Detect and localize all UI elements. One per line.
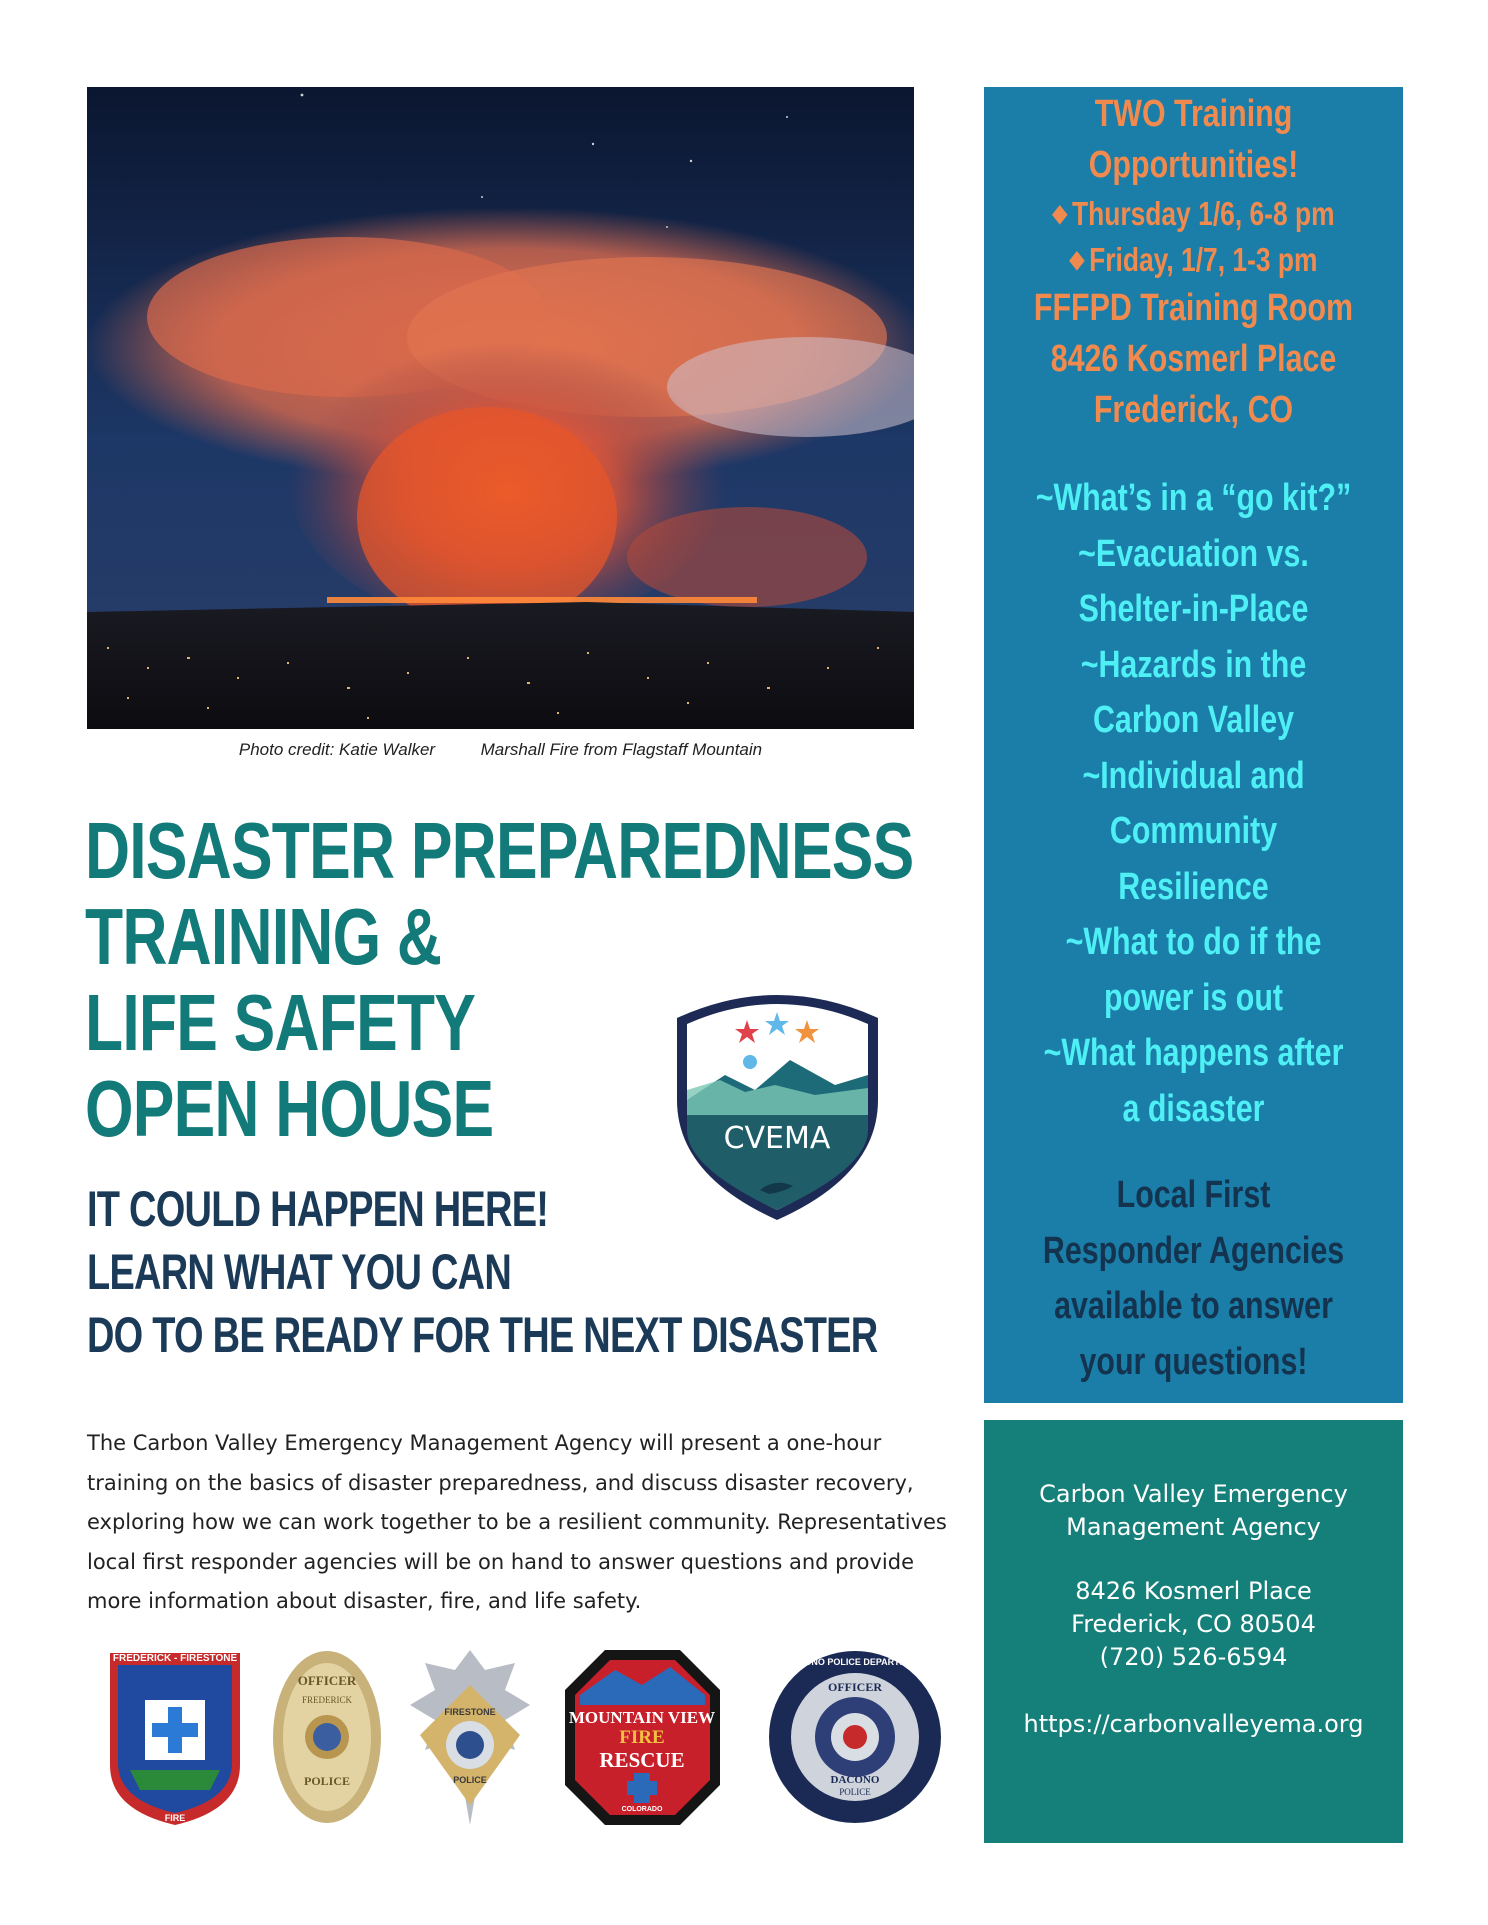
dacono-badge-city: DACONO <box>830 1774 880 1786</box>
frederick-firestone-fire-badge <box>100 1645 250 1830</box>
topic-line: ~Individual and <box>1082 754 1305 797</box>
frederick-police-badge <box>268 1645 386 1830</box>
phone: (720) 526-6594 <box>1099 1643 1288 1671</box>
topic-line: a disaster <box>1122 1087 1265 1130</box>
mountain-view-fire-rescue-badge <box>560 1645 725 1830</box>
training-info-panel <box>984 87 1403 1403</box>
dacono-badge-officer: OFFICER <box>828 1680 882 1694</box>
session-2 <box>1026 237 1361 283</box>
topic-line: ~Hazards in the <box>1080 643 1307 686</box>
dacono-police-badge <box>765 1645 945 1830</box>
firestone-police-badge <box>405 1645 535 1830</box>
location-2: 8426 Kosmerl Place <box>1050 338 1337 380</box>
photo-credits <box>87 740 914 760</box>
firestone-badge-bottom: POLICE <box>453 1775 487 1785</box>
photo-caption: Marshall Fire from Flagstaff Mountain <box>480 740 763 759</box>
headline-line: LIFE SAFETY <box>85 978 476 1067</box>
headline-line: TRAINING & <box>85 892 442 981</box>
mv-badge-line4: COLORADO <box>621 1806 663 1813</box>
session-1-text: Thursday 1/6, 6-8 pm <box>1071 195 1335 232</box>
fff-badge-top: FREDERICK - FIRESTONE <box>112 1653 238 1664</box>
training-title-1: TWO Training <box>1094 93 1293 135</box>
session-2-text: Friday, 1/7, 1-3 pm <box>1089 241 1318 278</box>
location-3: Frederick, CO <box>1093 389 1294 431</box>
org-name-2: Management Agency <box>1066 1513 1321 1541</box>
frederick-badge-officer: OFFICER <box>297 1673 357 1688</box>
firestone-badge-top: FIRESTONE <box>444 1707 496 1717</box>
subhead-line: LEARN WHAT YOU CAN <box>87 1244 512 1300</box>
dacono-badge-ring: DACONO POLICE DEPARTMENT <box>784 1657 926 1667</box>
mv-badge-line1: MOUNTAIN VIEW <box>568 1708 716 1727</box>
location-1: FFFPD Training Room <box>1033 287 1354 329</box>
cvema-logo <box>665 980 890 1225</box>
org-name-1: Carbon Valley Emergency <box>1039 1480 1348 1508</box>
subhead-line: DO TO BE READY FOR THE NEXT DISASTER <box>87 1307 878 1363</box>
topic-line: Carbon Valley <box>1092 699 1295 741</box>
subhead-line: IT COULD HAPPEN HERE! <box>87 1181 549 1237</box>
diamond-bullet-icon: ◆ <box>1069 246 1085 273</box>
address-2: Frederick, CO 80504 <box>1071 1610 1316 1638</box>
topic-line: Shelter-in-Place <box>1078 588 1309 630</box>
website-link[interactable]: https://carbonvalleyema.org <box>1023 1710 1364 1738</box>
photo-credit: Photo credit: Katie Walker <box>238 740 436 759</box>
topic-line: Community <box>1109 810 1278 852</box>
topic-line: ~What’s in a “go kit?” <box>1035 477 1352 519</box>
topic-line: power is out <box>1103 976 1284 1019</box>
address-1: 8426 Kosmerl Place <box>1075 1577 1312 1605</box>
marshall-fire-photo <box>87 87 914 729</box>
topic-line: Resilience <box>1118 865 1269 908</box>
headline-line: OPEN HOUSE <box>85 1064 494 1153</box>
dacono-badge-police: POLICE <box>839 1787 871 1797</box>
fff-badge-bottom: FIRE <box>164 1813 186 1823</box>
topic-line: ~What to do if the <box>1065 921 1322 963</box>
event-description: The Carbon Valley Emergency Management Agency will present a one-hour training on the basics of disaster preparedness, and discuss disaster recovery, exploring how we can work together to be a resilient community. Representatives local first responder agencies will be on hand to answer questions and provide more information about disaster, fire, and life safety. <box>87 1431 947 1613</box>
session-1 <box>1026 191 1361 237</box>
training-title-2: Opportunities! <box>1088 144 1299 186</box>
responders-line: Local First <box>1116 1174 1271 1216</box>
contact-panel <box>984 1420 1403 1843</box>
responders-line: your questions! <box>1079 1340 1308 1383</box>
responders-line: Responder Agencies <box>1042 1229 1345 1272</box>
agency-badges <box>100 1645 960 1830</box>
mv-badge-line3: RESCUE <box>599 1748 685 1772</box>
frederick-badge-police: POLICE <box>303 1774 351 1788</box>
responders-line: available to answer <box>1054 1285 1333 1327</box>
frederick-badge-city: FREDERICK <box>301 1695 353 1705</box>
cvema-logo-text: CVEMA <box>723 1121 831 1156</box>
mv-badge-line2: FIRE <box>619 1727 665 1748</box>
diamond-bullet-icon: ◆ <box>1052 200 1068 227</box>
topic-line: ~Evacuation vs. <box>1078 532 1309 575</box>
headline-line: DISASTER PREPAREDNESS <box>85 806 914 895</box>
topic-line: ~What happens after <box>1043 1032 1344 1074</box>
